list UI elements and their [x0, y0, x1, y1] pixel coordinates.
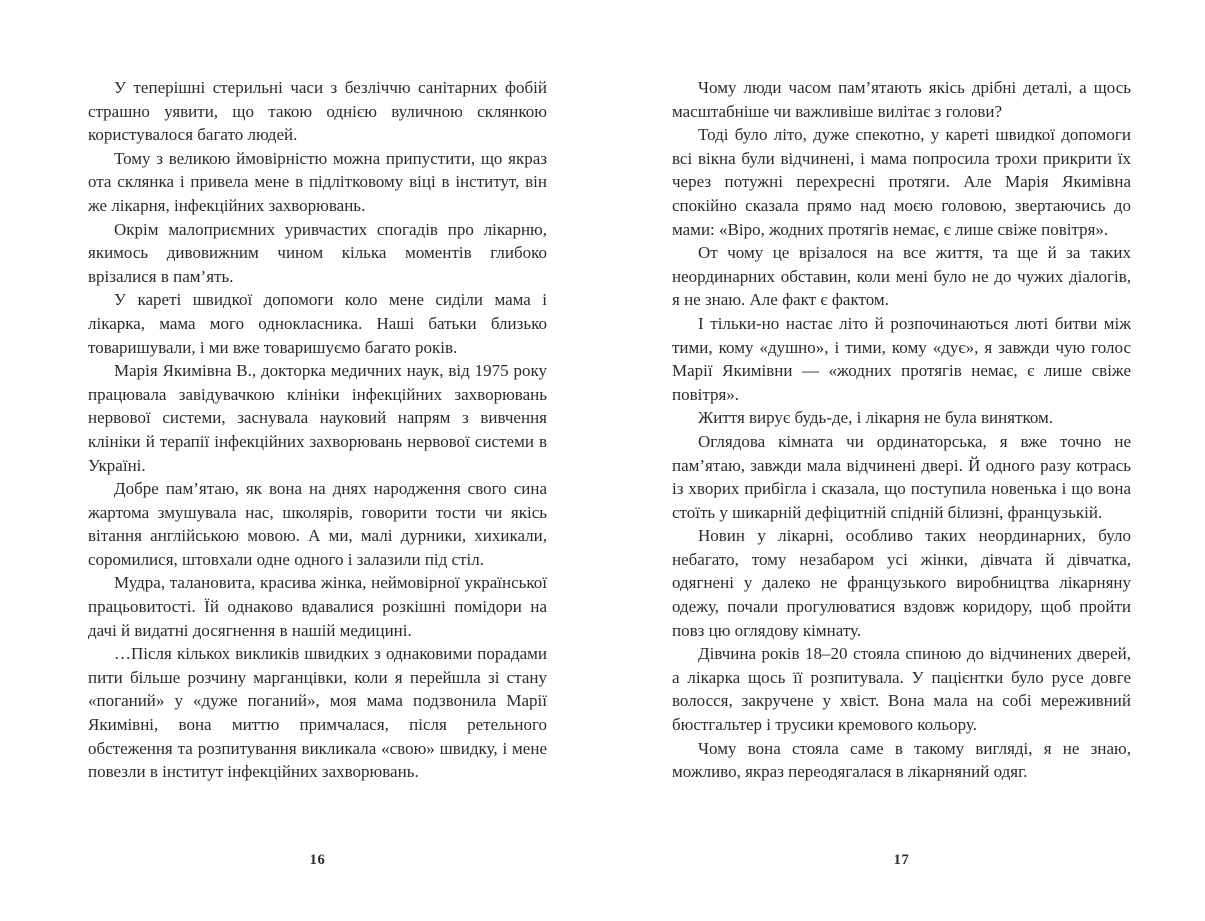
paragraph: Марія Якимівна В., докторка медичних наук, від 1975 року працювала завідувачкою клініки інфекційних захворювань нервової системи, заснувала науковий напрям з вивчення клініки й терапії інфекційних захворювань нервової системи в Україні. — [88, 361, 547, 475]
paragraph: …Після кількох викликів швидких з однаковими порадами пити більше розчину марганцівки, коли я перейшла зі стану «поганий» у «дуже поганий», моя мама подзвонила Марії Якимівні, вона миттю примчалася, після ретельного обстеження та розпитування викликала «свою» швидку, і мене повезли в інститут інфекційних захворювань. — [88, 644, 547, 782]
paragraph: Чому вона стояла саме в такому вигляді, я не знаю, можливо, якраз переодягалася в лікарняний одяг. — [672, 738, 1131, 782]
paragraph: Оглядова кімната чи ординаторська, я вже точно не пам’ятаю, завжди мала відчинені двері. Й одного разу котрась із хворих прибігла і сказала, що поступила новенька і що вона стоїть у шикарній дефіцитній спідній білизні, французькій. — [672, 431, 1131, 522]
paragraph: Життя вирує будь-де, і лікарня не була винятком. — [698, 408, 1054, 428]
paragraph: Добре пам’ятаю, як вона на днях народження свого сина жартома змушувала нас, школярів, говорити тости чи якісь вітання англійською мовою. А ми, малі дурники, хихикали, соромилися, штовхали одне одного і залазили під стіл. — [88, 479, 547, 569]
paragraph: От чому це врізалося на все життя, та ще й за таких неординарних обставин, коли мені було не до чужих діалогів, я не знаю. Але факт є фактом. — [672, 243, 1131, 310]
paragraph: Тому з великою ймовірністю можна припустити, що якраз ота склянка і привела мене в підлітковому віці в інститут, він же лікарня, інфекційних захворювань. — [88, 148, 547, 215]
paragraph: Тоді було літо, дуже спекотно, у кареті швидкої допомоги всі вікна були відчинені, і мама попросила трохи прикрити їх через потужні перехресні протяги. Але Марія Якимівна спокійно сказала прямо над моєю головою, звертаючись до мами: «Віро, жодних протягів немає, є лише свіже повітря». — [672, 125, 1131, 239]
paragraph: У теперішні стерильні часи з безліччю санітарних фобій страшно уявити, що такою однією вуличною склянкою користувалося багато людей. — [88, 78, 547, 145]
paragraph: І тільки-но настає літо й розпочинаються люті битви між тими, кому «душно», і тими, кому «дує», я завжди чую голос Марії Якимівни — «жодних протягів немає, є лише свіже повітря». — [672, 313, 1131, 404]
paragraph: Чому люди часом пам’ятають якісь дрібні деталі, а щось масштабніше чи важливіше вилітає з голови? — [672, 78, 1131, 121]
paragraph: Дівчина років 18–20 стояла спиною до відчинених дверей, а лікарка щось її розпитувала. У пацієнтки було русе довге волосся, закручене у хвіст. Вона мала на собі мереживний бюстгальтер і трусики кремового кольору. — [672, 644, 1131, 735]
page-right-text — [672, 76, 1131, 784]
page-number-right: 17 — [893, 852, 910, 868]
page-left-text — [88, 76, 547, 784]
paragraph: Новин у лікарні, особливо таких неординарних, було небагато, тому незабаром усі жінки, дівчата й дівчатка, одягнені у далеко не французького виробництва лікарняну одежу, почали прогулюватися вздовж коридору, щоб пройти повз цю оглядову кімнату. — [672, 526, 1131, 640]
paragraph: У кареті швидкої допомоги коло мене сиділи мама і лікарка, мама мого однокласника. Наші батьки близько товаришували, і ми вже товаришуємо багато років. — [88, 290, 547, 357]
paragraph: Мудра, талановита, красива жінка, неймовірної української працьовитості. Їй однаково вдавалися розкішні помідори на дачі й видатні досягнення в нашій медицині. — [88, 573, 547, 640]
page-number-left: 16 — [309, 852, 326, 868]
paragraph: Окрім малоприємних уривчастих спогадів про лікарню, якимось дивовижним чином кілька моментів глибоко врізалися в пам’ять. — [88, 219, 547, 286]
